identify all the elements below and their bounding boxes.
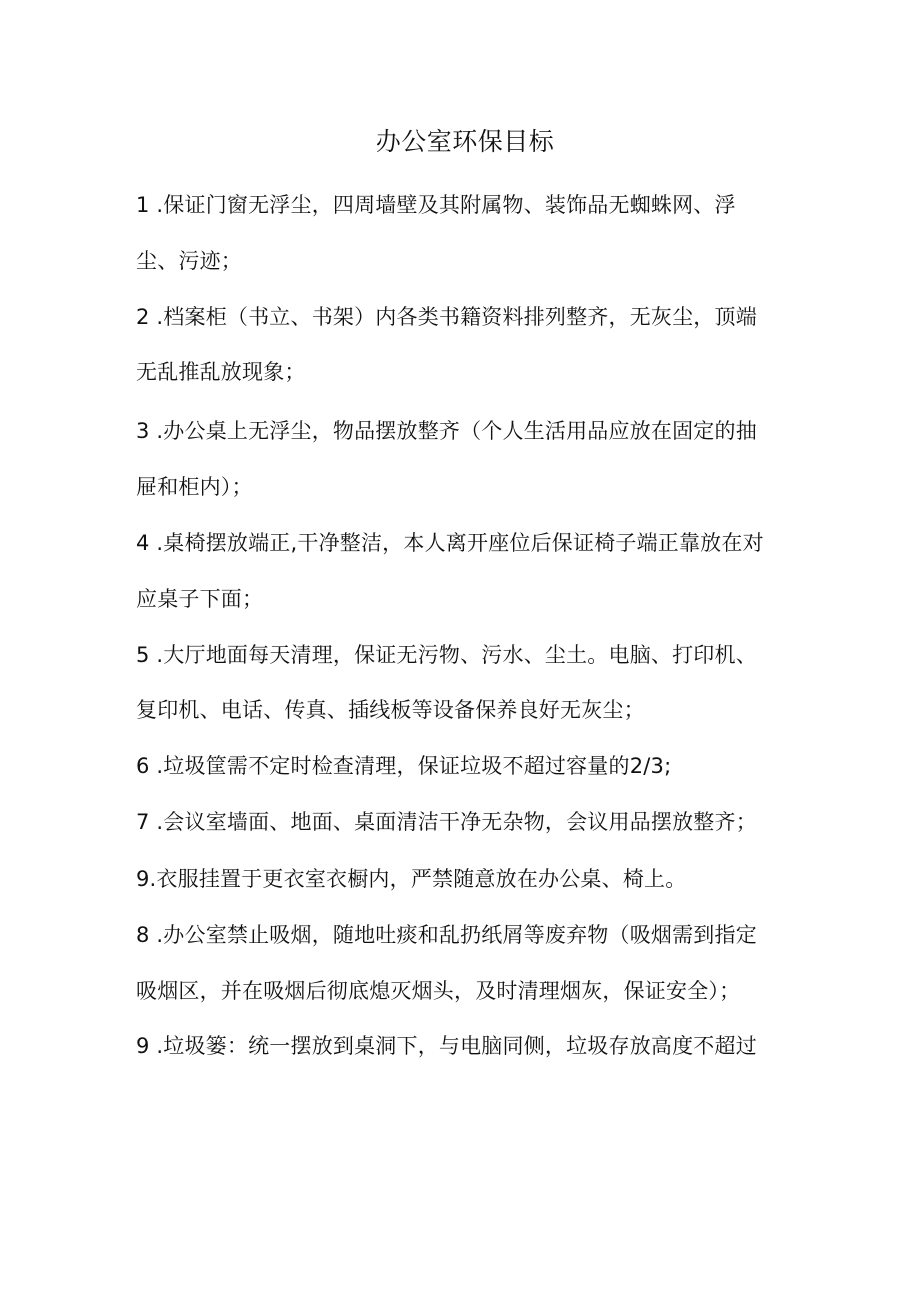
text-line: 无乱推乱放现象； — [136, 360, 306, 384]
text-line: 5 .大厅地面每天清理，保证无污物、污水、尘土。电脑、打印机、 — [136, 643, 757, 667]
document-title: 办公室环保目标 — [375, 127, 555, 156]
text-line: 7 .会议室墙面、地面、桌面清洁干净无杂物，会议用品摆放整齐； — [136, 810, 757, 834]
text-line: 3 .办公桌上无浮尘，物品摆放整齐（个人生活用品应放在固定的抽 — [136, 419, 757, 443]
text-line: 4 .桌椅摆放端正,干净整洁，本人离开座位后保证椅子端正靠放在对 — [136, 531, 764, 555]
text-line: 6 .垃圾筐需不定时检查清理，保证垃圾不超过容量的2/3; — [136, 754, 672, 778]
text-line: 复印机、电话、传真、插线板等设备保养良好无灰尘； — [136, 698, 645, 722]
text-line: 2 .档案柜（书立、书架）内各类书籍资料排列整齐，无灰尘，顶端 — [136, 305, 757, 329]
text-line: 1 .保证门窗无浮尘，四周墙壁及其附属物、装饰品无蜘蛛网、浮 — [136, 193, 736, 217]
text-line: 吸烟区，并在吸烟后彻底熄灭烟头，及时清理烟灰，保证安全）； — [136, 979, 741, 1003]
text-line: 尘、污迹； — [136, 249, 242, 273]
text-line: 屉和柜内）； — [136, 475, 253, 499]
text-line: 9 .垃圾篓：统一摆放到桌洞下，与电脑同侧，垃圾存放高度不超过 — [136, 1034, 757, 1058]
text-line: 9.衣服挂置于更衣室衣橱内，严禁随意放在办公桌、椅上。 — [136, 867, 687, 891]
text-line: 应桌子下面； — [136, 587, 264, 611]
text-line: 8 .办公室禁止吸烟，随地吐痰和乱扔纸屑等废弃物（吸烟需到指定 — [136, 923, 757, 947]
